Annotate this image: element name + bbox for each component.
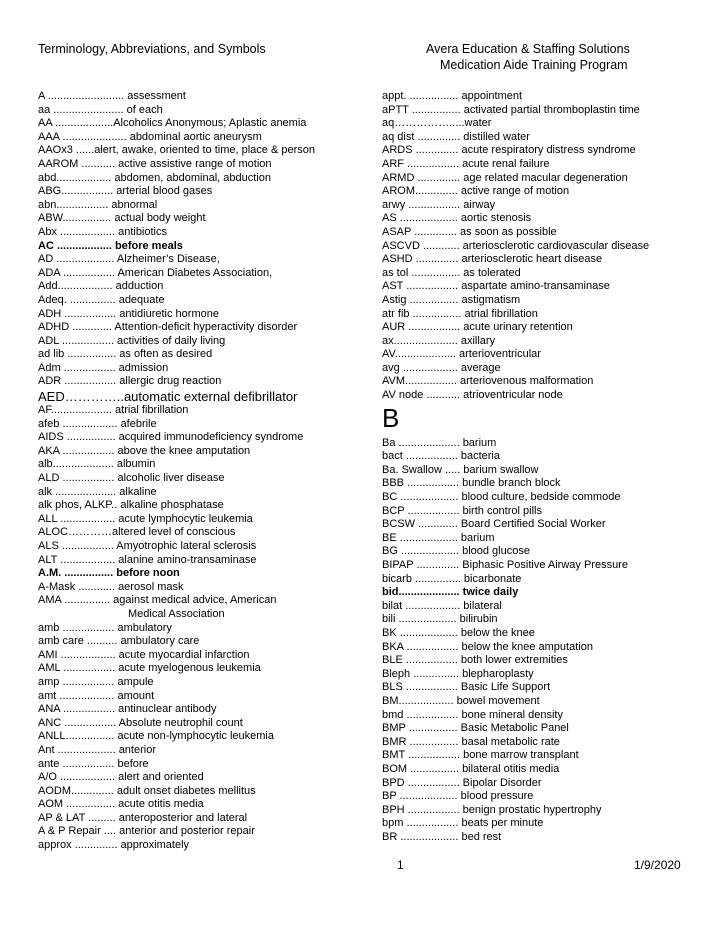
glossary-entry: Abx .................. antibiotics	[38, 225, 167, 238]
glossary-entry: ad lib ................ as often as desired	[38, 348, 213, 361]
glossary-entry: arwy ................. airway	[382, 198, 496, 211]
glossary-entry: AML ................. acute myelogenous leukemia	[38, 662, 261, 675]
header-title: Terminology, Abbreviations, and Symbols	[38, 42, 266, 56]
glossary-entry: ARMD .............. age related macular degeneration	[382, 171, 628, 184]
glossary-entry: ADL ................. activities of daily living	[38, 334, 226, 347]
glossary-entry: afeb .................. afebrile	[38, 417, 157, 430]
glossary-entry: ALS ................. Amyotrophic lateral sclerosis	[38, 540, 257, 552]
glossary-entry: Adeq. ............... adequate	[38, 293, 165, 306]
glossary-entry: bid.................... twice daily	[382, 586, 519, 599]
glossary-entry: BLS ................. Basic Life Support	[382, 681, 551, 694]
glossary-entry: as tol ................ as tolerated	[382, 266, 521, 279]
glossary-entry: BG ................... blood glucose	[382, 545, 530, 558]
glossary-entry: BE ................... barium	[382, 531, 495, 544]
glossary-entry: BMT ................. bone marrow transplant	[382, 749, 579, 762]
glossary-entry: BP ................... blood pressure	[382, 790, 534, 803]
glossary-entry: AVM................. arteriovenous malformation	[382, 375, 594, 388]
glossary-entry: AV node ........... atrioventricular node	[382, 389, 563, 402]
glossary-entry: Ba .................... barium	[382, 436, 497, 449]
glossary-entry: AF.................... atrial fibrillation	[38, 404, 189, 417]
glossary-entry: aq…………….....water	[382, 117, 492, 130]
glossary-entry: Astig ................ astigmatism	[382, 293, 521, 306]
glossary-entry: ADR ................. allergic drug reaction	[38, 375, 222, 388]
glossary-entry: ALOC…………altered level of conscious	[38, 526, 236, 539]
glossary-entry: AUR ................. acute urinary retention	[382, 321, 573, 334]
glossary-entry: AAA ..................... abdominal aortic aneurysm	[38, 130, 262, 143]
header-program: Medication Aide Training Program	[440, 58, 628, 72]
glossary-entry: A-Mask ............ aerosol mask	[38, 580, 184, 593]
glossary-entry: A/O .................. alert and oriented	[38, 771, 204, 784]
glossary-entry: A & P Repair .... anterior and posterior repair	[38, 825, 255, 838]
glossary-entry: ANLL................ acute non-lymphocytic leukemia	[38, 730, 274, 743]
glossary-entry: ante ................. before	[38, 757, 149, 770]
glossary-entry: ALL .................. acute lymphocytic leukemia	[38, 512, 253, 525]
glossary-entry: AV.................... arterioventricular	[382, 348, 541, 361]
glossary-entry: ADHD ............. Attention-deficit hyperactivity disorder	[38, 321, 298, 334]
glossary-entry: aPTT ................ activated partial thromboplastin time	[382, 103, 640, 116]
glossary-entry: amb ................. ambulatory	[38, 621, 172, 634]
glossary-entry: approx .............. approximately	[38, 839, 190, 852]
glossary-entry: atr fib ................ atrial fibrillation	[382, 307, 538, 320]
glossary-entry: BMP ................ Basic Metabolic Panel	[382, 722, 569, 735]
glossary-entry: ALD ................. alcoholic liver disease	[38, 472, 225, 485]
glossary-entry: aq dist .............. distilled water	[382, 130, 530, 143]
glossary-entry: alk phos, ALKP.. alkaline phosphatase	[38, 499, 224, 512]
glossary-entry: bmd ................. bone mineral density	[382, 708, 563, 721]
glossary-entry: bpm ................. beats per minute	[382, 817, 544, 830]
glossary-entry: A ......................... assessment	[38, 90, 186, 102]
glossary-entry: abn................. abnormal	[38, 198, 158, 211]
glossary-entry: BCSW ............. Board Certified Social Worker	[382, 518, 606, 531]
glossary-entry: ASCVD ............ arteriosclerotic cardiovascular disease	[382, 239, 650, 252]
glossary-entry: A.M. ................ before noon	[38, 567, 180, 580]
glossary-entry: AD ................... Alzheimer’s Disease,	[38, 253, 220, 266]
glossary-entry: AKA ................. above the knee amputation	[38, 444, 251, 457]
glossary-entry: ANC ................. Absolute neutrophil count	[38, 716, 243, 729]
glossary-entry: abd.................. abdomen, abdominal, abduction	[38, 171, 271, 184]
glossary-entry: bicarb ............... bicarbonate	[382, 572, 522, 585]
glossary-entry: AAROM ........... active assistive range of motion	[38, 157, 272, 170]
glossary-entry: AMA ............... against medical advice, American	[38, 594, 277, 607]
glossary-entry: BIPAP .............. Biphasic Positive Airway Pressure	[382, 559, 628, 571]
glossary-entry: AST ................. aspartate amino-transaminase	[382, 280, 610, 293]
glossary-entry: BKA ................. below the knee amputation	[382, 640, 593, 653]
glossary-entry: amp ................. ampule	[38, 675, 154, 688]
glossary-entry: avg .................. average	[382, 361, 501, 374]
glossary-entry: ARDS .............. acute respiratory distress syndrome	[382, 144, 636, 157]
glossary-entry: BC ................... blood culture, bedside commode	[382, 491, 621, 504]
glossary-entry: ADA ................. American Diabetes Association,	[38, 266, 273, 279]
glossary-entry: BBB ................. bundle branch block	[382, 477, 561, 490]
glossary-entry: BR ................... bed rest	[382, 830, 502, 843]
glossary-entry: Add.................. adduction	[38, 280, 164, 293]
glossary-entry: bilat .................. bilateral	[382, 599, 502, 612]
glossary-entry: alk .................... alkaline	[38, 485, 157, 498]
glossary-entry: BCP ................. birth control pills	[382, 504, 542, 517]
glossary-entry: AMI .................. acute myocardial infarction	[38, 648, 250, 661]
glossary-entry: AOM ................ acute otitis media	[38, 798, 204, 811]
glossary-entry: Bleph ............... blepharoplasty	[382, 667, 534, 680]
header-organization: Avera Education & Staffing Solutions	[426, 42, 630, 56]
right-column-a-terms	[382, 90, 712, 403]
glossary-entry: ADH ................. antidiuretic hormone	[38, 307, 219, 320]
glossary-entry: Medical Association	[128, 607, 225, 620]
glossary-entry: Ba. Swallow ..... barium swallow	[382, 463, 539, 476]
glossary-entry: AODM.............. adult onset diabetes mellitus	[38, 784, 256, 797]
glossary-entry: Adm ................. admission	[38, 361, 169, 374]
page-number: 1	[397, 858, 404, 872]
glossary-entry: AIDS ................ acquired immunodeficiency syndrome	[38, 431, 304, 444]
glossary-entry: BMR ................ basal metabolic rate	[382, 735, 560, 748]
glossary-entry: bili ................... bilirubin	[382, 613, 498, 626]
glossary-entry: AROM.............. active range of motion	[382, 185, 570, 198]
right-column-b-terms	[382, 437, 712, 845]
footer-date: 1/9/2020	[634, 858, 681, 872]
glossary-entry: alb.................... albumin	[38, 458, 156, 471]
glossary-entry: AA ...................Alcoholics Anonymous; Aplastic anemia	[38, 117, 307, 130]
right-column	[382, 90, 712, 844]
left-column	[38, 90, 368, 853]
glossary-entry: Ant ................... anterior	[38, 743, 156, 756]
glossary-entry: ABG................. arterial blood gases	[38, 185, 213, 198]
glossary-entry: AAOx3 ......alert, awake, oriented to time, place & person	[38, 144, 315, 157]
glossary-entry: appt. ................ appointment	[382, 90, 523, 102]
glossary-entry: ASAP .............. as soon as possible	[382, 225, 557, 238]
glossary-entry: amb care .......... ambulatory care	[38, 635, 200, 648]
glossary-entry: ABW................ actual body weight	[38, 212, 206, 225]
glossary-entry: aa ....................... of each	[38, 103, 163, 116]
glossary-entry: AP & LAT ......... anteroposterior and lateral	[38, 811, 248, 824]
glossary-entry: ARF ................. acute renal failure	[382, 157, 550, 170]
glossary-entry: BOM ................ bilateral otitis media	[382, 762, 560, 775]
glossary-entry: AS ................... aortic stenosis	[382, 212, 532, 225]
glossary-entry: bact ................. bacteria	[382, 450, 500, 463]
glossary-entry: BK ................... below the knee	[382, 626, 535, 639]
glossary-entry: ASHD .............. arteriosclerotic heart disease	[382, 253, 603, 266]
glossary-entry: AED…………..automatic external defibrillator	[38, 389, 298, 405]
glossary-entry: BPH ................. benign prostatic hypertrophy	[382, 803, 602, 816]
glossary-entry: BPD ................. Bipolar Disorder	[382, 776, 542, 789]
glossary-entry: BLE ................. both lower extremities	[382, 654, 568, 667]
glossary-entry: AC .................. before meals	[38, 239, 183, 252]
section-heading-b: B	[382, 402, 400, 433]
glossary-entry: ALT .................. alanine amino-transaminase	[38, 553, 257, 566]
glossary-entry: BM.................. bowel movement	[382, 694, 540, 707]
glossary-entry: ANA ................. antinuclear antibody	[38, 703, 217, 716]
glossary-entry: ax..................... axillary	[382, 334, 496, 347]
glossary-entry: amt .................. amount	[38, 689, 155, 702]
